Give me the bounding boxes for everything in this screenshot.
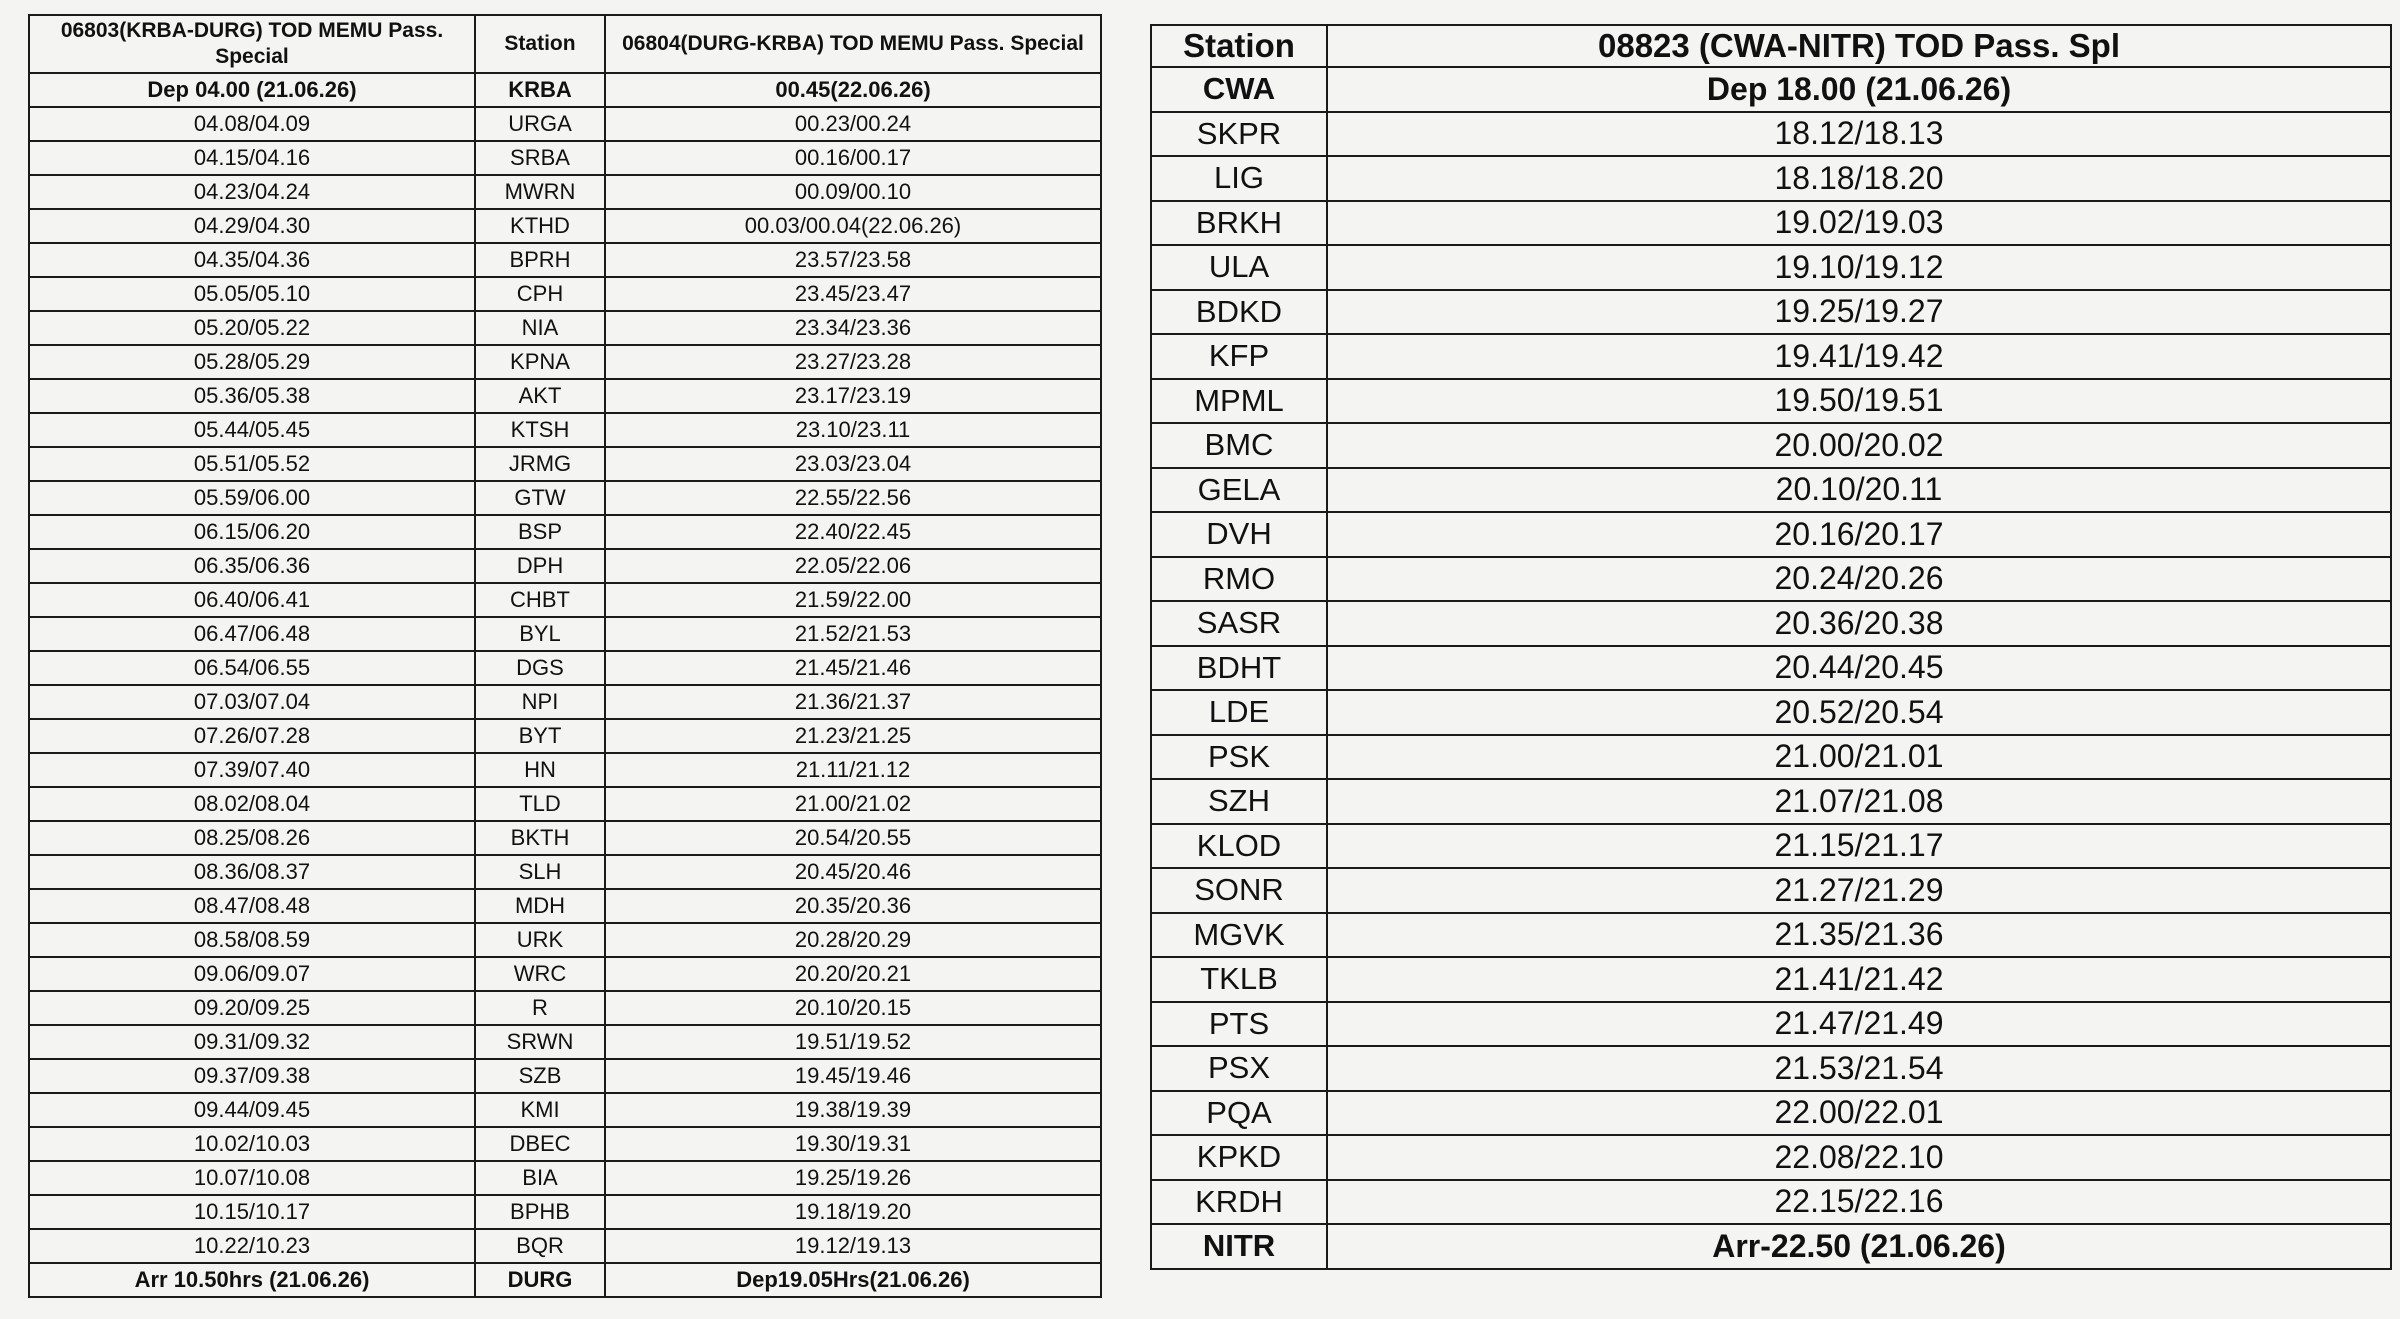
- time-06803-cell: 04.35/04.36: [29, 243, 475, 277]
- station-cell: BYL: [475, 617, 605, 651]
- time-06804-cell: 19.18/19.20: [605, 1195, 1101, 1229]
- time-06803-cell: 07.03/07.04: [29, 685, 475, 719]
- time-06803-cell: 06.15/06.20: [29, 515, 475, 549]
- time-06804-cell: 21.52/21.53: [605, 617, 1101, 651]
- station-cell: BSP: [475, 515, 605, 549]
- table-row: [29, 73, 1101, 107]
- station-cell: PSX: [1151, 1046, 1327, 1091]
- table-row: [1151, 868, 2391, 913]
- time-08823-cell: 22.00/22.01: [1327, 1091, 2391, 1136]
- station-cell: TLD: [475, 787, 605, 821]
- time-06803-cell: 05.20/05.22: [29, 311, 475, 345]
- station-cell: SZB: [475, 1059, 605, 1093]
- table-row: [29, 685, 1101, 719]
- time-06803-cell: 05.44/05.45: [29, 413, 475, 447]
- time-06804-cell: 19.12/19.13: [605, 1229, 1101, 1263]
- station-cell: KMI: [475, 1093, 605, 1127]
- time-06803-cell: 10.22/10.23: [29, 1229, 475, 1263]
- table-row: [1151, 67, 2391, 112]
- station-cell: TKLB: [1151, 957, 1327, 1002]
- time-06803-cell: 09.37/09.38: [29, 1059, 475, 1093]
- station-cell: BPRH: [475, 243, 605, 277]
- time-06804-cell: 20.28/20.29: [605, 923, 1101, 957]
- station-cell: SONR: [1151, 868, 1327, 913]
- table-row: [29, 1229, 1101, 1263]
- time-06804-cell: 23.34/23.36: [605, 311, 1101, 345]
- station-cell: DBEC: [475, 1127, 605, 1161]
- table-row: [1151, 824, 2391, 869]
- table-row: [1151, 646, 2391, 691]
- table-row: [29, 855, 1101, 889]
- time-08823-cell: 20.10/20.11: [1327, 468, 2391, 513]
- table-row: [1151, 423, 2391, 468]
- table-row: [1151, 245, 2391, 290]
- time-06803-cell: 06.54/06.55: [29, 651, 475, 685]
- station-cell: KFP: [1151, 334, 1327, 379]
- time-08823-cell: 19.50/19.51: [1327, 379, 2391, 424]
- table-row: [1151, 201, 2391, 246]
- station-cell: HN: [475, 753, 605, 787]
- station-cell: PTS: [1151, 1002, 1327, 1047]
- station-cell: GELA: [1151, 468, 1327, 513]
- station-cell: KLOD: [1151, 824, 1327, 869]
- time-08823-cell: 21.27/21.29: [1327, 868, 2391, 913]
- station-cell: DVH: [1151, 512, 1327, 557]
- time-06804-cell: 21.36/21.37: [605, 685, 1101, 719]
- header-row: [29, 15, 1101, 73]
- station-cell: BKTH: [475, 821, 605, 855]
- station-cell: CHBT: [475, 583, 605, 617]
- table-row: [29, 379, 1101, 413]
- time-06804-cell: 20.10/20.15: [605, 991, 1101, 1025]
- station-cell: URK: [475, 923, 605, 957]
- station-cell: URGA: [475, 107, 605, 141]
- table-row: [29, 1195, 1101, 1229]
- station-cell: RMO: [1151, 557, 1327, 602]
- table-row: [29, 889, 1101, 923]
- station-cell: BIA: [475, 1161, 605, 1195]
- time-08823-cell: 20.24/20.26: [1327, 557, 2391, 602]
- table-row: [29, 957, 1101, 991]
- station-cell: WRC: [475, 957, 605, 991]
- station-cell: MWRN: [475, 175, 605, 209]
- station-cell: CPH: [475, 277, 605, 311]
- table-row: [1151, 512, 2391, 557]
- station-cell: NIA: [475, 311, 605, 345]
- table-row: [29, 1127, 1101, 1161]
- station-cell: DURG: [475, 1263, 605, 1297]
- table-row: [29, 651, 1101, 685]
- time-06804-cell: 21.45/21.46: [605, 651, 1101, 685]
- table-row: [29, 447, 1101, 481]
- station-cell: KTHD: [475, 209, 605, 243]
- time-06804-cell: 22.05/22.06: [605, 549, 1101, 583]
- time-06803-cell: 05.28/05.29: [29, 345, 475, 379]
- station-cell: PQA: [1151, 1091, 1327, 1136]
- time-06804-cell: 00.03/00.04(22.06.26): [605, 209, 1101, 243]
- time-06803-cell: 09.31/09.32: [29, 1025, 475, 1059]
- time-06803-cell: 09.06/09.07: [29, 957, 475, 991]
- time-08823-cell: 20.36/20.38: [1327, 601, 2391, 646]
- time-08823-cell: 21.15/21.17: [1327, 824, 2391, 869]
- header-row: [1151, 25, 2391, 67]
- table-row: [29, 481, 1101, 515]
- time-06803-cell: 09.20/09.25: [29, 991, 475, 1025]
- table-row: [1151, 1180, 2391, 1225]
- header-train-08823: 08823 (CWA-NITR) TOD Pass. Spl: [1327, 25, 2391, 67]
- time-06804-cell: 20.20/20.21: [605, 957, 1101, 991]
- station-cell: NITR: [1151, 1224, 1327, 1269]
- table-row: [1151, 1091, 2391, 1136]
- time-06804-cell: 21.23/21.25: [605, 719, 1101, 753]
- time-06804-cell: 00.23/00.24: [605, 107, 1101, 141]
- time-06803-cell: 05.05/05.10: [29, 277, 475, 311]
- time-08823-cell: 21.07/21.08: [1327, 779, 2391, 824]
- time-06803-cell: 04.23/04.24: [29, 175, 475, 209]
- table-row: [1151, 1224, 2391, 1269]
- table-row: [29, 243, 1101, 277]
- station-cell: CWA: [1151, 67, 1327, 112]
- timetable-right: [1150, 24, 2392, 1270]
- time-06804-cell: 19.45/19.46: [605, 1059, 1101, 1093]
- table-row: [1151, 601, 2391, 646]
- station-cell: SRBA: [475, 141, 605, 175]
- table-row: [29, 549, 1101, 583]
- time-06803-cell: 06.40/06.41: [29, 583, 475, 617]
- station-cell: SZH: [1151, 779, 1327, 824]
- table-row: [1151, 913, 2391, 958]
- time-06804-cell: 00.16/00.17: [605, 141, 1101, 175]
- time-06803-cell: 06.35/06.36: [29, 549, 475, 583]
- table-row: [29, 1093, 1101, 1127]
- time-08823-cell: 21.41/21.42: [1327, 957, 2391, 1002]
- table-row: [1151, 1002, 2391, 1047]
- time-06803-cell: 05.36/05.38: [29, 379, 475, 413]
- station-cell: GTW: [475, 481, 605, 515]
- time-08823-cell: 22.08/22.10: [1327, 1135, 2391, 1180]
- table-row: [29, 583, 1101, 617]
- table-row: [29, 413, 1101, 447]
- station-cell: BMC: [1151, 423, 1327, 468]
- time-08823-cell: 22.15/22.16: [1327, 1180, 2391, 1225]
- header-train-06803: 06803(KRBA-DURG) TOD MEMU Pass. Special: [29, 15, 475, 73]
- time-06804-cell: 20.45/20.46: [605, 855, 1101, 889]
- time-06803-cell: 10.07/10.08: [29, 1161, 475, 1195]
- station-cell: NPI: [475, 685, 605, 719]
- time-06804-cell: 20.35/20.36: [605, 889, 1101, 923]
- time-06804-cell: 23.17/23.19: [605, 379, 1101, 413]
- table-row: [29, 617, 1101, 651]
- time-06803-cell: Dep 04.00 (21.06.26): [29, 73, 475, 107]
- table-row: [29, 345, 1101, 379]
- station-cell: PSK: [1151, 735, 1327, 780]
- time-06803-cell: 04.29/04.30: [29, 209, 475, 243]
- time-06804-cell: 23.57/23.58: [605, 243, 1101, 277]
- time-06804-cell: 19.30/19.31: [605, 1127, 1101, 1161]
- time-08823-cell: 20.16/20.17: [1327, 512, 2391, 557]
- time-06803-cell: 05.59/06.00: [29, 481, 475, 515]
- table-row: [1151, 690, 2391, 735]
- table-row: [29, 1025, 1101, 1059]
- table-row: [29, 719, 1101, 753]
- time-06803-cell: 08.36/08.37: [29, 855, 475, 889]
- table-row: [1151, 112, 2391, 157]
- time-08823-cell: 20.52/20.54: [1327, 690, 2391, 735]
- table-row: [29, 277, 1101, 311]
- time-08823-cell: 19.25/19.27: [1327, 290, 2391, 335]
- table-row: [1151, 1135, 2391, 1180]
- time-08823-cell: 21.47/21.49: [1327, 1002, 2391, 1047]
- station-cell: LIG: [1151, 156, 1327, 201]
- time-06803-cell: 04.08/04.09: [29, 107, 475, 141]
- table-row: [1151, 156, 2391, 201]
- time-06803-cell: 08.58/08.59: [29, 923, 475, 957]
- time-06803-cell: 08.25/08.26: [29, 821, 475, 855]
- time-06803-cell: 07.39/07.40: [29, 753, 475, 787]
- table-row: [1151, 379, 2391, 424]
- time-06804-cell: 19.38/19.39: [605, 1093, 1101, 1127]
- time-06804-cell: 19.25/19.26: [605, 1161, 1101, 1195]
- time-06803-cell: 07.26/07.28: [29, 719, 475, 753]
- time-06803-cell: Arr 10.50hrs (21.06.26): [29, 1263, 475, 1297]
- station-cell: DGS: [475, 651, 605, 685]
- table-row: [29, 821, 1101, 855]
- table-row: [29, 311, 1101, 345]
- station-cell: KRBA: [475, 73, 605, 107]
- time-08823-cell: 18.12/18.13: [1327, 112, 2391, 157]
- station-cell: MPML: [1151, 379, 1327, 424]
- station-cell: BRKH: [1151, 201, 1327, 246]
- station-cell: MGVK: [1151, 913, 1327, 958]
- time-06803-cell: 06.47/06.48: [29, 617, 475, 651]
- table-row: [29, 923, 1101, 957]
- station-cell: BDHT: [1151, 646, 1327, 691]
- table-row: [29, 787, 1101, 821]
- station-cell: KPKD: [1151, 1135, 1327, 1180]
- table-row: [1151, 468, 2391, 513]
- table-row: [29, 1059, 1101, 1093]
- station-cell: ULA: [1151, 245, 1327, 290]
- time-08823-cell: Arr-22.50 (21.06.26): [1327, 1224, 2391, 1269]
- time-06803-cell: 08.02/08.04: [29, 787, 475, 821]
- table-row: [29, 1161, 1101, 1195]
- time-06804-cell: 21.00/21.02: [605, 787, 1101, 821]
- time-06804-cell: 21.11/21.12: [605, 753, 1101, 787]
- time-06803-cell: 05.51/05.52: [29, 447, 475, 481]
- table-row: [1151, 290, 2391, 335]
- time-08823-cell: 20.44/20.45: [1327, 646, 2391, 691]
- time-08823-cell: Dep 18.00 (21.06.26): [1327, 67, 2391, 112]
- time-06804-cell: 23.45/23.47: [605, 277, 1101, 311]
- time-06804-cell: 22.40/22.45: [605, 515, 1101, 549]
- time-06804-cell: 20.54/20.55: [605, 821, 1101, 855]
- station-cell: BYT: [475, 719, 605, 753]
- table-row: [29, 515, 1101, 549]
- station-cell: KRDH: [1151, 1180, 1327, 1225]
- time-06803-cell: 04.15/04.16: [29, 141, 475, 175]
- time-06804-cell: 22.55/22.56: [605, 481, 1101, 515]
- station-cell: BPHB: [475, 1195, 605, 1229]
- table-row: [29, 107, 1101, 141]
- station-cell: KTSH: [475, 413, 605, 447]
- table-row: [29, 141, 1101, 175]
- time-06804-cell: 23.10/23.11: [605, 413, 1101, 447]
- time-06804-cell: 23.27/23.28: [605, 345, 1101, 379]
- time-06803-cell: 08.47/08.48: [29, 889, 475, 923]
- station-cell: BDKD: [1151, 290, 1327, 335]
- time-08823-cell: 21.00/21.01: [1327, 735, 2391, 780]
- table-row: [1151, 957, 2391, 1002]
- time-08823-cell: 20.00/20.02: [1327, 423, 2391, 468]
- station-cell: MDH: [475, 889, 605, 923]
- timetable-left: [28, 14, 1102, 1298]
- time-08823-cell: 21.35/21.36: [1327, 913, 2391, 958]
- table-row: [29, 753, 1101, 787]
- time-08823-cell: 21.53/21.54: [1327, 1046, 2391, 1091]
- time-08823-cell: 19.02/19.03: [1327, 201, 2391, 246]
- header-train-06804: 06804(DURG-KRBA) TOD MEMU Pass. Special: [605, 15, 1101, 73]
- station-cell: R: [475, 991, 605, 1025]
- time-06804-cell: 23.03/23.04: [605, 447, 1101, 481]
- time-06803-cell: 09.44/09.45: [29, 1093, 475, 1127]
- table-row: [1151, 557, 2391, 602]
- station-cell: LDE: [1151, 690, 1327, 735]
- station-cell: BQR: [475, 1229, 605, 1263]
- station-cell: AKT: [475, 379, 605, 413]
- station-cell: SASR: [1151, 601, 1327, 646]
- header-station: Station: [1151, 25, 1327, 67]
- time-08823-cell: 18.18/18.20: [1327, 156, 2391, 201]
- header-station: Station: [475, 15, 605, 73]
- time-06804-cell: 19.51/19.52: [605, 1025, 1101, 1059]
- table-row: [29, 1263, 1101, 1297]
- time-08823-cell: 19.41/19.42: [1327, 334, 2391, 379]
- table-row: [1151, 735, 2391, 780]
- time-08823-cell: 19.10/19.12: [1327, 245, 2391, 290]
- station-cell: SLH: [475, 855, 605, 889]
- station-cell: DPH: [475, 549, 605, 583]
- station-cell: KPNA: [475, 345, 605, 379]
- time-06804-cell: 21.59/22.00: [605, 583, 1101, 617]
- time-06804-cell: 00.45(22.06.26): [605, 73, 1101, 107]
- station-cell: JRMG: [475, 447, 605, 481]
- station-cell: SKPR: [1151, 112, 1327, 157]
- table-row: [29, 209, 1101, 243]
- time-06804-cell: Dep19.05Hrs(21.06.26): [605, 1263, 1101, 1297]
- table-row: [29, 175, 1101, 209]
- table-row: [1151, 334, 2391, 379]
- time-06804-cell: 00.09/00.10: [605, 175, 1101, 209]
- station-cell: SRWN: [475, 1025, 605, 1059]
- time-06803-cell: 10.15/10.17: [29, 1195, 475, 1229]
- table-row: [29, 991, 1101, 1025]
- table-row: [1151, 779, 2391, 824]
- time-06803-cell: 10.02/10.03: [29, 1127, 475, 1161]
- table-row: [1151, 1046, 2391, 1091]
